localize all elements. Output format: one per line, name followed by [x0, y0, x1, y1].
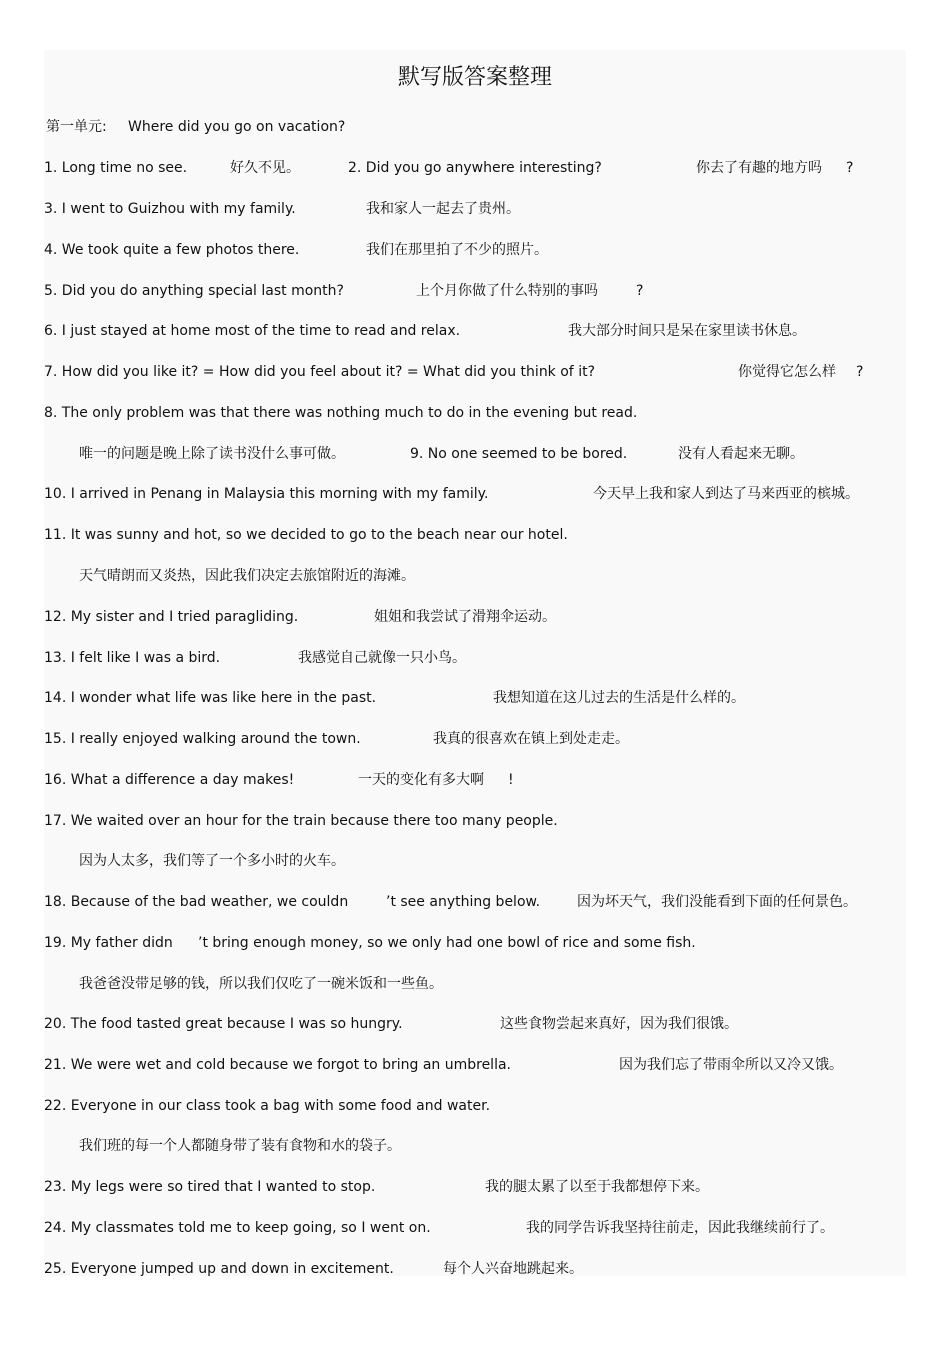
line-9-segment-1: 10. I arrived in Penang in Malaysia this morning with my family. — [44, 486, 489, 502]
line-2-segment-2: 我和家人一起去了贵州。 — [366, 201, 520, 217]
line-7-segment-1: 8. The only problem was that there was nothing much to do in the evening but read. — [44, 405, 638, 421]
line-5-segment-1: 6. I just stayed at home most of the time to read and relax. — [44, 323, 461, 339]
line-11-segment-1: 天气晴朗而又炎热，因此我们决定去旅馆附近的海滩。 — [79, 568, 415, 584]
line-8-segment-3: 没有人看起来无聊。 — [678, 446, 804, 462]
line-25-segment-1: 我们班的每一个人都随身带了装有食物和水的袋子。 — [79, 1138, 401, 1154]
line-1-segment-3: 2. Did you go anywhere interesting? — [348, 160, 602, 176]
line-1-segment-1: 1. Long time no see. — [44, 160, 188, 176]
line-26-segment-1: 23. My legs were so tired that I wanted to stop. — [44, 1179, 376, 1195]
line-21-segment-1: 我爸爸没带足够的钱，所以我们仅吃了一碗米饭和一些鱼。 — [79, 976, 443, 992]
line-13-segment-1: 13. I felt like I was a bird. — [44, 650, 221, 666]
line-4-segment-1: 5. Did you do anything special last month? — [44, 283, 344, 299]
line-22-segment-2: 这些食物尝起来真好，因为我们很饿。 — [500, 1016, 738, 1032]
line-2-segment-1: 3. I went to Guizhou with my family. — [44, 201, 296, 217]
line-18-segment-1: 因为人太多，我们等了一个多小时的火车。 — [79, 853, 345, 869]
line-3-segment-2: 我们在那里拍了不少的照片。 — [366, 242, 548, 258]
line-10-segment-1: 11. It was sunny and hot, so we decided to go to the beach near our hotel. — [44, 527, 568, 543]
line-16-segment-3: ! — [508, 772, 514, 788]
line-8-segment-1: 唯一的问题是晚上除了读书没什么事可做。 — [79, 446, 345, 462]
line-23-segment-1: 21. We were wet and cold because we forgot to bring an umbrella. — [44, 1057, 511, 1073]
line-14-segment-2: 我想知道在这儿过去的生活是什么样的。 — [493, 690, 745, 706]
line-1-segment-5: ? — [846, 160, 854, 176]
unit-topic: Where did you go on vacation? — [128, 119, 346, 135]
document-title: 默写版答案整理 — [397, 65, 552, 90]
line-19-segment-3: 因为坏天气，我们没能看到下面的任何景色。 — [577, 894, 857, 910]
line-17-segment-1: 17. We waited over an hour for the train because there too many people. — [44, 813, 558, 829]
unit-label: 第一单元: — [46, 119, 107, 135]
line-13-segment-2: 我感觉自己就像一只小鸟。 — [298, 650, 466, 666]
line-1-segment-2: 好久不见。 — [230, 160, 300, 176]
line-15-segment-2: 我真的很喜欢在镇上到处走走。 — [433, 731, 629, 747]
line-12-segment-1: 12. My sister and I tried paragliding. — [44, 609, 299, 625]
line-9-segment-2: 今天早上我和家人到达了马来西亚的槟城。 — [593, 486, 859, 502]
line-5-segment-2: 我大部分时间只是呆在家里读书休息。 — [568, 323, 806, 339]
line-6-segment-1: 7. How did you like it? = How did you feel about it? = What did you think of it? — [44, 364, 595, 380]
line-3-segment-1: 4. We took quite a few photos there. — [44, 242, 300, 258]
line-19-segment-2: ’t see anything below. — [386, 894, 541, 910]
line-20-segment-2: ’t bring enough money, so we only had one bowl of rice and some fish. — [198, 935, 696, 951]
line-26-segment-2: 我的腿太累了以至于我都想停下来。 — [485, 1179, 709, 1195]
line-23-segment-2: 因为我们忘了带雨伞所以又冷又饿。 — [619, 1057, 843, 1073]
line-16-segment-2: 一天的变化有多大啊 — [358, 772, 484, 788]
line-12-segment-2: 姐姐和我尝试了滑翔伞运动。 — [374, 609, 556, 625]
line-4-segment-2: 上个月你做了什么特别的事吗 — [416, 283, 598, 299]
line-16-segment-1: 16. What a difference a day makes! — [44, 772, 295, 788]
line-14-segment-1: 14. I wonder what life was like here in the past. — [44, 690, 377, 706]
line-6-segment-3: ? — [856, 364, 864, 380]
line-24-segment-1: 22. Everyone in our class took a bag with some food and water. — [44, 1098, 491, 1114]
line-22-segment-1: 20. The food tasted great because I was so hungry. — [44, 1016, 403, 1032]
line-8-segment-2: 9. No one seemed to be bored. — [410, 446, 628, 462]
line-15-segment-1: 15. I really enjoyed walking around the town. — [44, 731, 361, 747]
line-28-segment-2: 每个人兴奋地跳起来。 — [443, 1261, 583, 1277]
line-4-segment-3: ? — [636, 283, 644, 299]
line-1-segment-4: 你去了有趣的地方吗 — [696, 160, 822, 176]
line-19-segment-1: 18. Because of the bad weather, we couldn — [44, 894, 349, 910]
line-20-segment-1: 19. My father didn — [44, 935, 173, 951]
line-27-segment-2: 我的同学告诉我坚持往前走，因此我继续前行了。 — [526, 1220, 834, 1236]
line-27-segment-1: 24. My classmates told me to keep going, so I went on. — [44, 1220, 431, 1236]
line-6-segment-2: 你觉得它怎么样 — [738, 364, 836, 380]
line-28-segment-1: 25. Everyone jumped up and down in excitement. — [44, 1261, 394, 1277]
